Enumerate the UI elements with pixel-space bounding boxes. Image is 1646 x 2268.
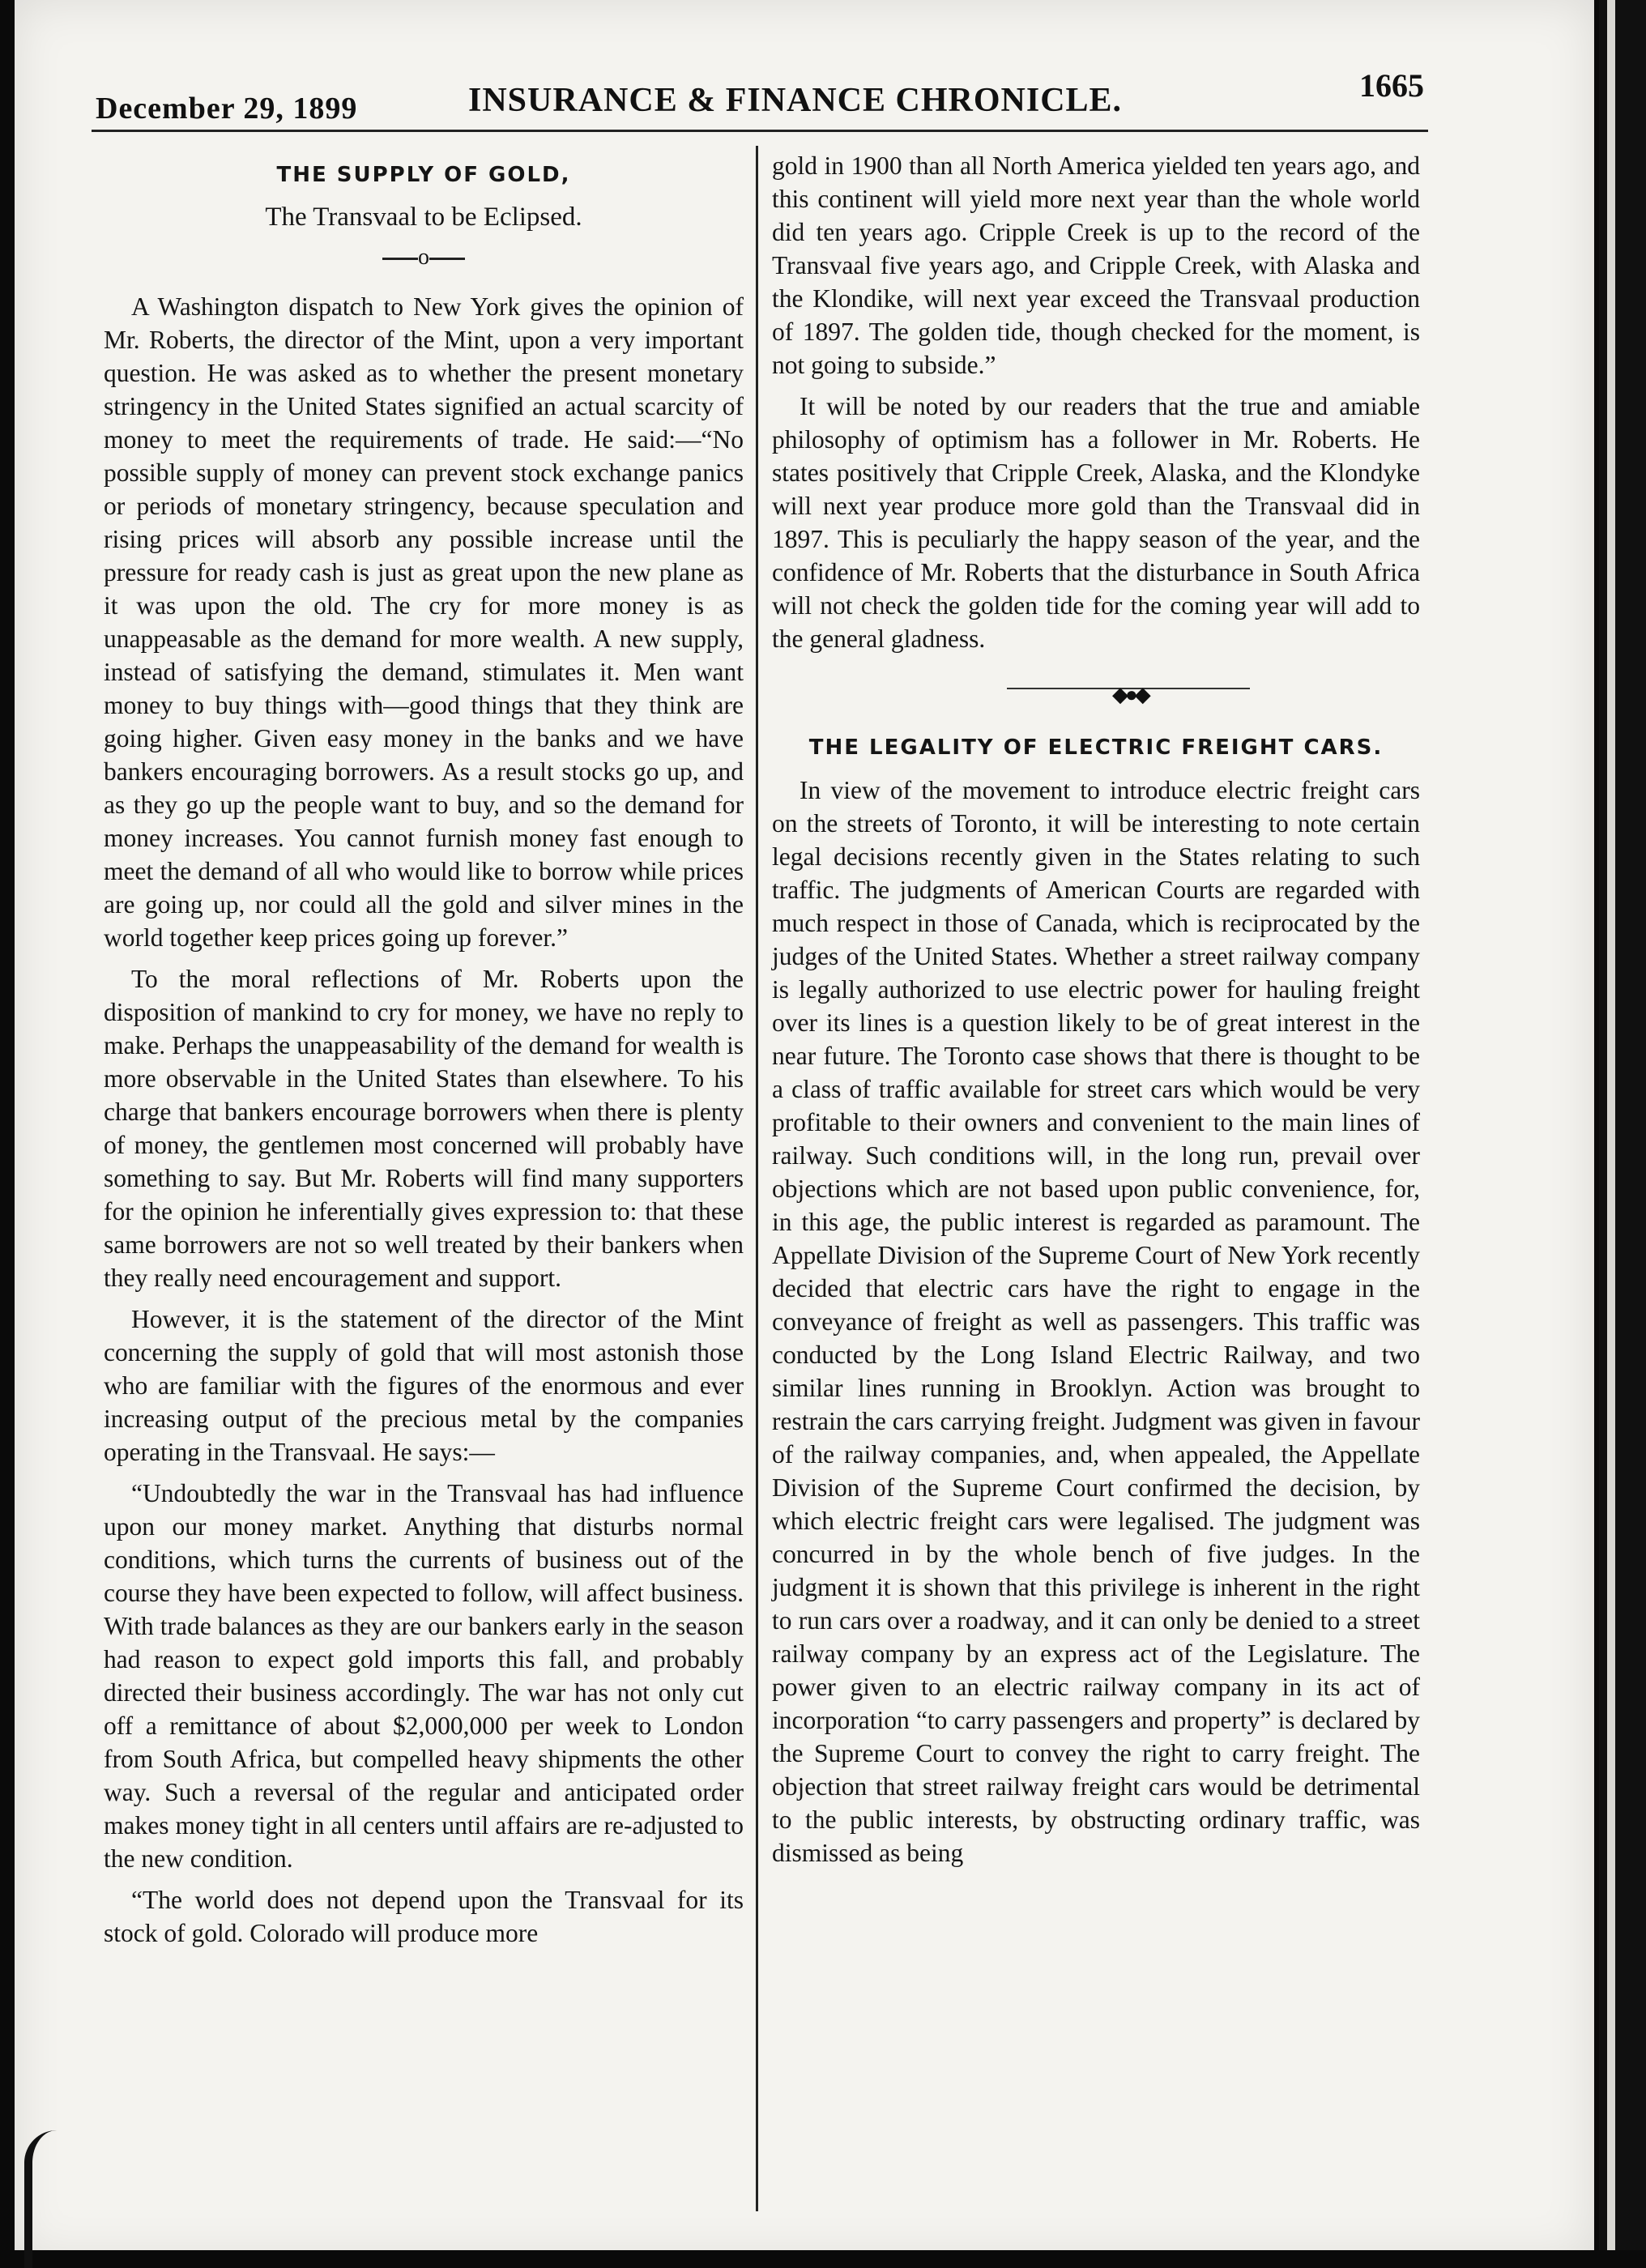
header-rule	[92, 130, 1428, 132]
ornament-rule	[104, 241, 744, 274]
page-number: 1665	[1359, 67, 1424, 104]
ornament-dash-left	[382, 258, 418, 260]
column-divider	[756, 146, 758, 2211]
left-column	[104, 160, 744, 1958]
binding-spine	[24, 2130, 89, 2268]
gold-paragraph-continued: gold in 1900 than all North America yielded ten years ago, and this continent will yield more next year than the whole world did ten years ago. Cripple Creek is up to the record of the Transvaal five years ago, and Cripple Creek, with Alaska and the Klondike, will next year exceed the Transvaal production of 1897. The golden tide, though checked for the moment, is not going to subside.”	[772, 151, 1420, 379]
gold-paragraph-3: However, it is the statement of the director of the Mint concerning the supply of gold that will most astonish those who are familiar with the figures of the enormous and ever increasing output of the precious metal by the companies operating in the Transvaal. He says:—	[104, 1305, 744, 1466]
freight-paragraph-1: In view of the movement to introduce electric freight cars on the streets of Toronto, it will be interesting to note certain legal decisions recently given in the States relating to such traffic. The judgments of American Courts are regarded with much respect in those of Canada, which is reciprocated by the judges of the United States. Whether a street railway company is legally authorized to use electric power for hauling freight over its lines is a question likely to be of great interest in the near future. The Toronto case shows that there is thought to be a class of traffic available for street cars which would be very profitable to their owners and convenient to the main lines of railway. Such conditions will, in the long run, prevail over objections which are not based upon public convenience, for, in this age, the public interest is regarded as paramount. The Appellate Division of the Supreme Court of New York recently decided that electric cars have the right to engage in the conveyance of freight as well as passengers. This traffic was conducted by the Long Island Electric Railway, and two similar lines running in Brooklyn. Action was brought to restrain the cars carrying freight. Judgment was given in favour of the railway companies, and, when appealed, the Appellate Division of the Supreme Court confirmed the decision, by which electric freight cars were legalised. The judgment was concurred in by the whole bench of five judges. In the judgment it is shown that this privilege is inherent in the right to run cars over a roadway, and it can only be denied to a street railway company by an express act of the Legislature. The power given to an electric railway company in its act of incorporation “to carry passengers and property” is declared by the Supreme Court to convey the right to carry freight. The objection that street railway freight cars would be detrimental to the public interests, by obstructing ordinary traffic, was dismissed as being	[772, 776, 1420, 1867]
gold-paragraph-5: “The world does not depend upon the Transvaal for its stock of gold. Colorado will produce more	[104, 1886, 744, 1947]
article-divider	[772, 673, 1420, 706]
page-header	[96, 66, 1424, 126]
article-title-freight: THE LEGALITY OF ELECTRIC FREIGHT CARS.	[808, 735, 1384, 760]
gold-paragraph-4: “Undoubtedly the war in the Transvaal has had influence upon our money market. Anything that disturbs normal conditions, which turns the currents of business out of the course they have been expected to follow, will affect business. With trade balances as they are our bankers early in the season had reason to expect gold imports this fall, and probably directed their business accordingly. The war has not only cut off a remittance of about $2,000,000 per week to London from South Africa, but compelled heavy shipments the other way. Such a reversal of the regular and anticipated order makes money tight in all centers until affairs are re-adjusted to the new condition.	[104, 1479, 744, 1873]
scan-edge-right	[1599, 0, 1646, 2268]
scan-edge-bottom	[0, 2250, 1646, 2268]
divider-ornament-icon: ◆●◆	[1112, 683, 1148, 706]
ornament-dash-right	[429, 258, 465, 260]
gold-paragraph-2: To the moral reflections of Mr. Roberts upon the disposition of mankind to cry for money, we have no reply to make. Perhaps the unappeasability of the demand for wealth is more observable in the United States than elsewhere. To his charge that bankers encourage borrowers when there is plenty of money, the gentlemen most concerned will probably have something to say. But Mr. Roberts will find many supporters for the opinion he inferentially gives expression to: that these same borrowers are not so well treated by their bankers when they really need encouragement and support.	[104, 965, 744, 1292]
gold-paragraph-1: A Washington dispatch to New York gives the opinion of Mr. Roberts, the director of the Mint, upon a very important question. He was asked as to whether the present monetary stringency in the United States signified an actual scarcity of money to meet the requirements of trade. He said:—“No possible supply of money can prevent stock exchange panics or periods of monetary stringency, because speculation and rising prices will absorb any possible increase until the pressure for ready cash is just as great upon the new plane as it was upon the old. The cry for more money is as unappeasable as the demand for more wealth. A new supply, instead of satisfying the demand, stimulates it. Men want money to buy things with—good things that they think are going higher. Given easy money in the banks and we have bankers encouraging borrowers. As a result stocks go up, and as they go up the people want to buy, and so the demand for money increases. You cannot furnish money fast enough to meet the demand of all who would like to borrow while prices are going up, nor could all the gold and silver mines in the world together keep prices going up forever.”	[104, 292, 744, 952]
journal-title: INSURANCE & FINANCE CHRONICLE.	[468, 82, 1123, 119]
right-column	[772, 149, 1420, 1878]
article-title-gold: THE SUPPLY OF GOLD,	[276, 163, 571, 187]
newspaper-page	[15, 0, 1594, 2260]
ornament-letter: o	[418, 245, 429, 270]
issue-date: December 29, 1899	[96, 92, 358, 126]
gold-paragraph-commentary: It will be noted by our readers that the true and amiable philosophy of optimism has a follower in Mr. Roberts. He states positively that Cripple Creek, Alaska, and the Klondyke will next year produce more gold than the Transvaal did in 1897. This is peculiarly the happy season of the year, and the confidence of Mr. Roberts that the disturbance in South Africa will not check the golden tide for the coming year will add to the general gladness.	[772, 392, 1420, 653]
article-subtitle-gold: The Transvaal to be Eclipsed.	[265, 202, 582, 232]
